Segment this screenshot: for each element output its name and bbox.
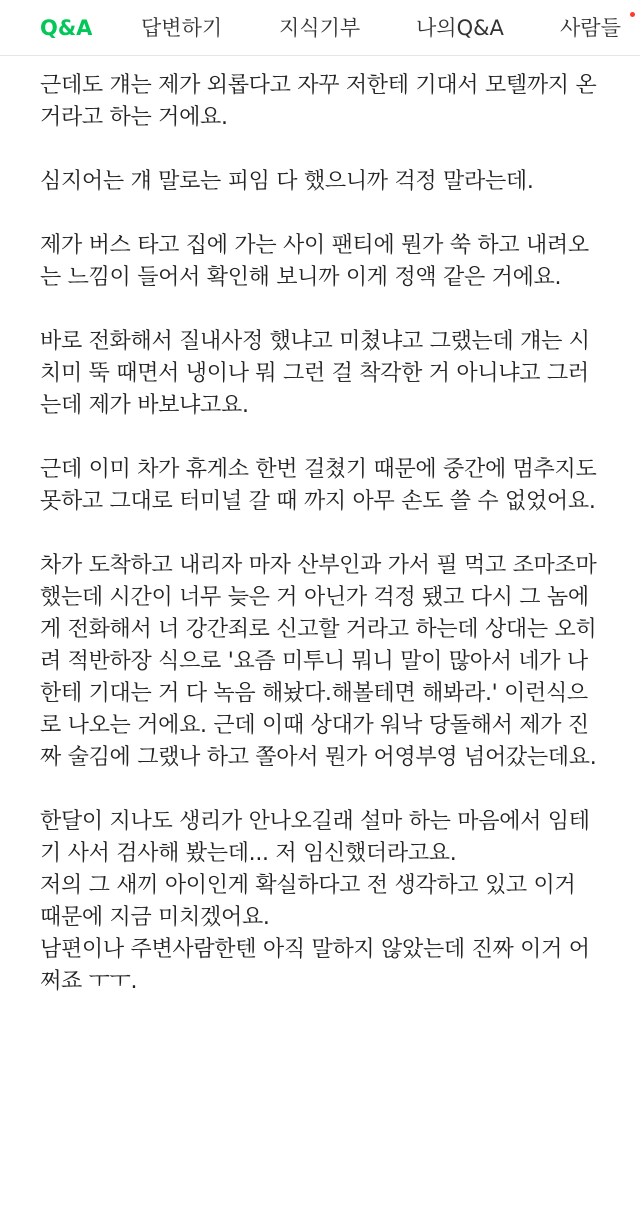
text-line: 했는데 시간이 너무 늦은 거 아닌가 걱정 됐고 다시 그 놈에 <box>40 585 589 610</box>
text-line: 남편이나 주변사람한텐 아직 말하지 않았는데 진짜 이거 어 <box>40 937 590 962</box>
text-line: 게 전화해서 너 강간죄로 신고할 거라고 하는데 상대는 오히 <box>40 617 597 642</box>
paragraph-5 <box>40 454 630 518</box>
tab-my-qna[interactable]: 나의Q&A <box>416 16 504 40</box>
text-line: 짜 술김에 그랬나 하고 쫄아서 뭔가 어영부영 넘어갔는데요. <box>40 745 597 770</box>
paragraph-gap <box>40 134 630 166</box>
text-line: 바로 전화해서 질내사정 했냐고 미쳤냐고 그랬는데 걔는 시 <box>40 329 590 354</box>
text-line: 는데 제가 바보냐고요. <box>40 393 249 418</box>
tab-people[interactable]: 사람들 <box>560 16 621 40</box>
text-line: 심지어는 걔 말로는 피임 다 했으니까 걱정 말라는데. <box>40 169 534 194</box>
text-line: 근데 이미 차가 휴게소 한번 걸쳤기 때문에 중간에 멈추지도 <box>40 457 597 482</box>
text-line: 한테 기대는 거 다 녹음 해놨다.해볼테면 해봐라.' 이런식으 <box>40 681 588 706</box>
text-line: 못하고 그대로 터미널 갈 때 까지 아무 손도 쓸 수 없었어요. <box>40 489 596 514</box>
paragraph-gap <box>40 518 630 550</box>
paragraph-2 <box>40 166 630 198</box>
text-line: 로 나오는 거에요. 근데 이때 상대가 워낙 당돌해서 제가 진 <box>40 713 589 738</box>
post-body <box>40 70 630 998</box>
text-line: 차가 도착하고 내리자 마자 산부인과 가서 필 먹고 조마조마 <box>40 553 597 578</box>
paragraph-gap <box>40 198 630 230</box>
text-line: 한달이 지나도 생리가 안나오길래 설마 하는 마음에서 임테 <box>40 809 590 834</box>
text-line: 거라고 하는 거에요. <box>40 105 228 130</box>
top-tab-bar <box>0 0 640 56</box>
paragraph-gap <box>40 294 630 326</box>
text-line: 쩌죠 ㅜㅜ. <box>40 969 138 994</box>
text-line: 근데도 걔는 제가 외롭다고 자꾸 저한테 기대서 모텔까지 온 <box>40 73 597 98</box>
paragraph-6 <box>40 550 630 774</box>
text-line: 는 느낌이 들어서 확인해 보니까 이게 정액 같은 거에요. <box>40 265 562 290</box>
text-line: 기 사서 검사해 봤는데... 저 임신했더라고요. <box>40 841 457 866</box>
tab-qna[interactable]: Q&A <box>40 16 93 40</box>
tab-knowledge-donation[interactable]: 지식기부 <box>279 16 361 40</box>
tab-answer[interactable]: 답변하기 <box>141 16 223 40</box>
paragraph-3 <box>40 230 630 294</box>
text-line: 제가 버스 타고 집에 가는 사이 팬티에 뭔가 쑥 하고 내려오 <box>40 233 589 258</box>
paragraph-gap <box>40 422 630 454</box>
paragraph-4 <box>40 326 630 422</box>
text-line: 저의 그 새끼 아이인게 확실하다고 전 생각하고 있고 이거 <box>40 873 576 898</box>
text-line: 치미 뚝 때면서 냉이나 뭐 그런 걸 착각한 거 아니냐고 그러 <box>40 361 589 386</box>
paragraph-1 <box>40 70 630 134</box>
new-indicator-dot <box>630 12 635 17</box>
text-line: 때문에 지금 미치겠어요. <box>40 905 270 930</box>
paragraph-7 <box>40 806 630 998</box>
paragraph-gap <box>40 774 630 806</box>
text-line: 려 적반하장 식으로 '요즘 미투니 뭐니 말이 많아서 네가 나 <box>40 649 588 674</box>
